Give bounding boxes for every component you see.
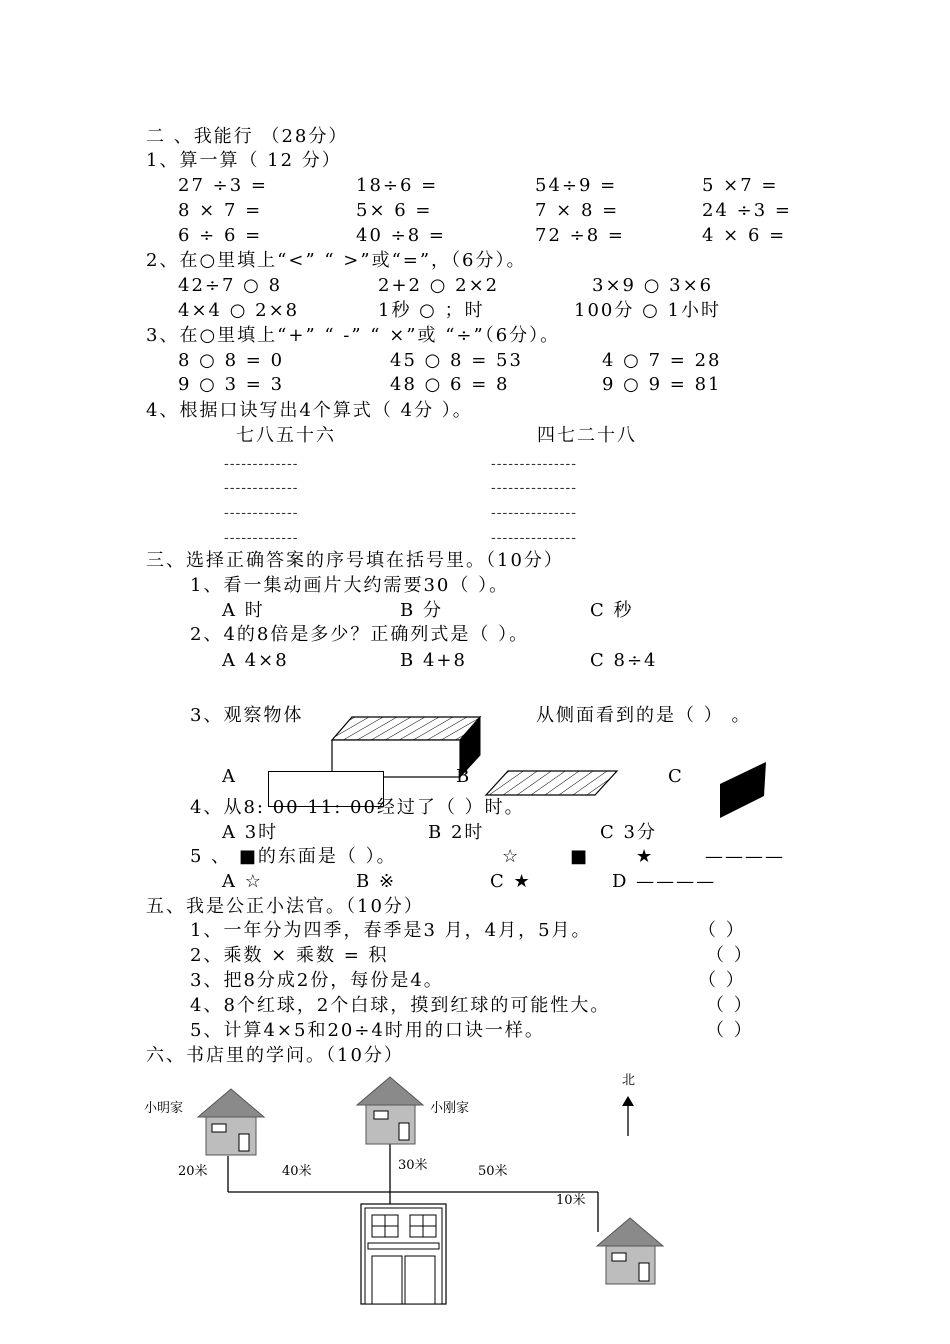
xiaoming-house-icon	[198, 1089, 264, 1155]
option-b[interactable]: B 2时	[428, 822, 485, 843]
operator-item: 8 ○ 8 = 0	[178, 350, 285, 371]
calc-item: 4 × 6 =	[702, 225, 787, 246]
judge-paren[interactable]: （ ）	[698, 920, 746, 941]
option-b[interactable]: B 分	[400, 600, 443, 621]
answer-line[interactable]: ---------------	[491, 505, 577, 521]
choice-question: 1、看一集动画片大约需要30（ ）。	[190, 575, 510, 596]
option-d[interactable]: D ————	[612, 871, 717, 892]
q2-title: 2、在○里填上“<” “ >”或“=”，（6分）。	[146, 250, 527, 271]
option-c[interactable]: C	[668, 766, 684, 787]
compare-item: 100分 ○ 1小时	[574, 300, 721, 321]
judge-item: 4、8个红球，2个白球，摸到红球的可能性大。	[190, 995, 611, 1016]
calc-item: 40 ÷8 =	[356, 225, 446, 246]
option-c[interactable]: C ★	[490, 871, 532, 892]
calc-item: 72 ÷8 =	[535, 225, 625, 246]
section-3-title: 三、选择正确答案的序号填在括号里。（10分）	[146, 550, 564, 571]
sequence-item: ■	[570, 846, 590, 867]
compare-item: 1秒 ○ ；时	[378, 300, 485, 321]
choice-question-tail: 从侧面看到的是（ ） 。	[536, 705, 752, 726]
choice-question: 3、观察物体	[190, 705, 304, 726]
answer-line[interactable]: -------------	[224, 530, 299, 546]
answer-line[interactable]: -------------	[224, 456, 299, 472]
judge-paren[interactable]: （ ）	[706, 995, 754, 1016]
xiaogang-home-label: 小刚家	[430, 1101, 470, 1116]
choice-question: 2、4的8倍是多少？正确列式是（ ）。	[190, 624, 530, 645]
option-a[interactable]: A 时	[222, 600, 265, 621]
option-a[interactable]: A	[222, 766, 237, 787]
calc-item: 5 ×7 =	[702, 175, 779, 196]
option-a[interactable]: A ☆	[222, 871, 263, 892]
option-c[interactable]: C 3分	[600, 822, 657, 843]
option-a[interactable]: A 3时	[222, 822, 279, 843]
sequence-item: ☆	[502, 846, 521, 867]
q1-title: 1、算一算（ 12 分）	[146, 150, 342, 171]
section-6-title: 六、书店里的学问。（10分）	[146, 1045, 404, 1066]
compare-item: 4×4 ○ 2×8	[178, 300, 300, 321]
option-b[interactable]: B ※	[356, 871, 397, 892]
judge-item: 1、一年分为四季，春季是3 月，4月，5月。	[190, 920, 592, 941]
compare-item: 2+2 ○ 2×2	[378, 275, 500, 296]
calc-item: 8 × 7 =	[178, 200, 263, 221]
option-b[interactable]: B	[456, 766, 472, 787]
operator-item: 48 ○ 6 = 8	[390, 374, 510, 395]
operator-item: 9 ○ 3 = 3	[178, 374, 285, 395]
operator-item: 9 ○ 9 = 81	[602, 374, 722, 395]
sequence-item: ★	[636, 846, 655, 867]
answer-line[interactable]: ---------------	[491, 480, 577, 496]
calc-item: 18÷6 =	[356, 175, 439, 196]
judge-paren[interactable]: （ ）	[698, 970, 746, 991]
calc-item: 24 ÷3 =	[702, 200, 792, 221]
bookstore-building-icon	[361, 1204, 446, 1304]
house-icon	[597, 1218, 663, 1284]
judge-item: 2、乘数 × 乘数 = 积	[190, 945, 389, 966]
calc-item: 6 ÷ 6 =	[178, 225, 263, 246]
xiaoming-home-label: 小明家	[144, 1101, 184, 1116]
compare-item: 42÷7 ○ 8	[178, 275, 283, 296]
distance-label: 10米	[556, 1193, 586, 1208]
xiaogang-house-icon	[357, 1077, 423, 1144]
calc-item: 54÷9 =	[535, 175, 618, 196]
calc-item: 5× 6 =	[356, 200, 433, 221]
q3-title: 3、在○里填上“+” “ -” “ ×”或 “÷”（6分）。	[146, 325, 561, 346]
option-c[interactable]: C 秒	[590, 600, 634, 621]
compare-item: 3×9 ○ 3×6	[592, 275, 714, 296]
calc-item: 7 × 8 =	[535, 200, 620, 221]
north-arrow-icon	[622, 1096, 634, 1136]
distance-label: 30米	[398, 1158, 428, 1173]
judge-item: 3、把8分成2份，每份是4。	[190, 970, 444, 991]
sequence-item: ————	[705, 846, 785, 867]
section-5-title: 五、我是公正小法官。（10分）	[146, 896, 424, 917]
answer-line[interactable]: ---------------	[491, 456, 577, 472]
operator-item: 4 ○ 7 = 28	[602, 350, 722, 371]
distance-label: 50米	[478, 1164, 508, 1179]
section-2-title: 二 、我能行 （28分）	[146, 126, 349, 147]
option-c[interactable]: C 8÷4	[590, 650, 658, 671]
option-a[interactable]: A 4×8	[222, 650, 289, 671]
answer-line[interactable]: ---------------	[491, 530, 577, 546]
judge-item: 5、计算4×5和20÷4时用的口诀一样。	[190, 1020, 545, 1041]
operator-item: 45 ○ 8 = 53	[390, 350, 523, 371]
north-label: 北	[622, 1073, 636, 1088]
choice-question: 4、从8: 00 11: 00经过了（ ）时。	[190, 797, 525, 818]
distance-label: 40米	[282, 1164, 312, 1179]
distance-label: 20米	[178, 1164, 208, 1179]
choice-question: 5 、 ■的东面是（ ）。	[190, 846, 397, 867]
option-b[interactable]: B 4+8	[400, 650, 467, 671]
rhyme-left: 七八五十六	[236, 425, 336, 446]
judge-paren[interactable]: （ ）	[706, 945, 754, 966]
answer-line[interactable]: -------------	[224, 480, 299, 496]
answer-line[interactable]: -------------	[224, 505, 299, 521]
q4-title: 4、根据口诀写出4个算式（ 4分 ）。	[146, 400, 473, 421]
calc-item: 27 ÷3 =	[178, 175, 268, 196]
judge-paren[interactable]: （ ）	[706, 1020, 754, 1041]
rhyme-right: 四七二十八	[537, 425, 637, 446]
